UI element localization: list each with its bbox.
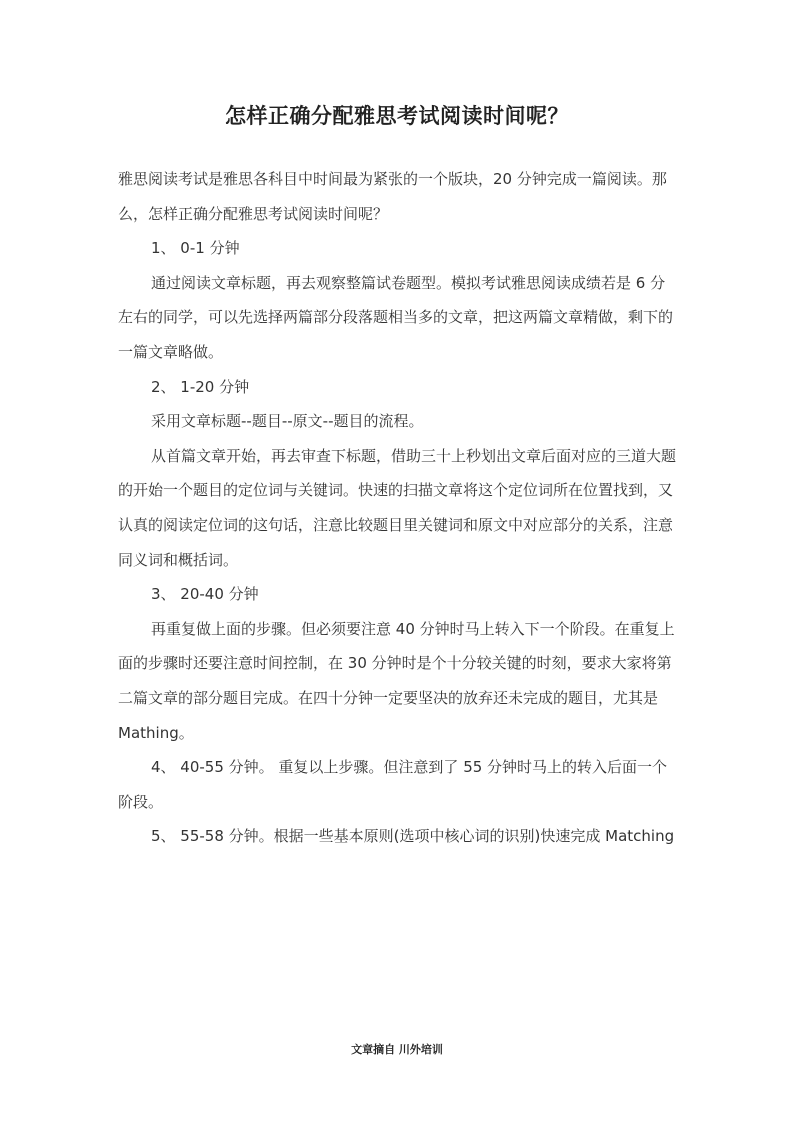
section-heading-1: 1、 0-1 分钟: [151, 239, 240, 258]
section-4-paragraph: 4、 40-55 分钟。 重复以上步骤。但注意到了 55 分钟时马上的转入后面一个阶段。: [118, 758, 668, 811]
section-body-1: 通过阅读文章标题，再去观察整篇试卷题型。模拟考试雅思阅读成绩若是 6 分左右的同学，可以先选择两篇部分段落题相当多的文章，把这两篇文章精做，剩下的一篇文章略做。: [118, 273, 674, 361]
section-heading-3: 3、 20-40 分钟: [151, 585, 259, 604]
section-heading-2: 2、 1-20 分钟: [151, 377, 250, 396]
section-body-3: 再重复做上面的步骤。但必须要注意 40 分钟时马上转入下一个阶段。在重复上面的步骤时还要注意时间控制，在 30 分钟时是个十分较关键的时刻，要求大家将第二篇文章的部分题目完成。在四十分钟一定要坚决的放弃还未完成的题目，尤其是 Mathing。: [118, 619, 675, 742]
article-body: [118, 162, 678, 854]
section-5-paragraph: 5、 55-58 分钟。根据一些基本原则(选项中核心词的识别)快速完成 Matching: [151, 827, 675, 846]
section-body-2b: 从首篇文章开始，再去审查下标题，借助三十上秒划出文章后面对应的三道大题的开始一个题目的定位词与关键词。快速的扫描文章将这个定位词所在位置找到，又认真的阅读定位词的这句话，注意比较题目里关键词和原文中对应部分的关系，注意同义词和概括词。: [118, 446, 677, 569]
intro-paragraph: 雅思阅读考试是雅思各科目中时间最为紧张的一个版块，20 分钟完成一篇阅读。那么，怎样正确分配雅思考试阅读时间呢？: [118, 170, 667, 223]
page-footer: 文章摘自 川外培训: [351, 1043, 443, 1056]
section-body-2a: 采用文章标题--题目--原文--题目的流程。: [151, 412, 424, 431]
page-title: 怎样正确分配雅思考试阅读时间呢？: [225, 103, 569, 128]
